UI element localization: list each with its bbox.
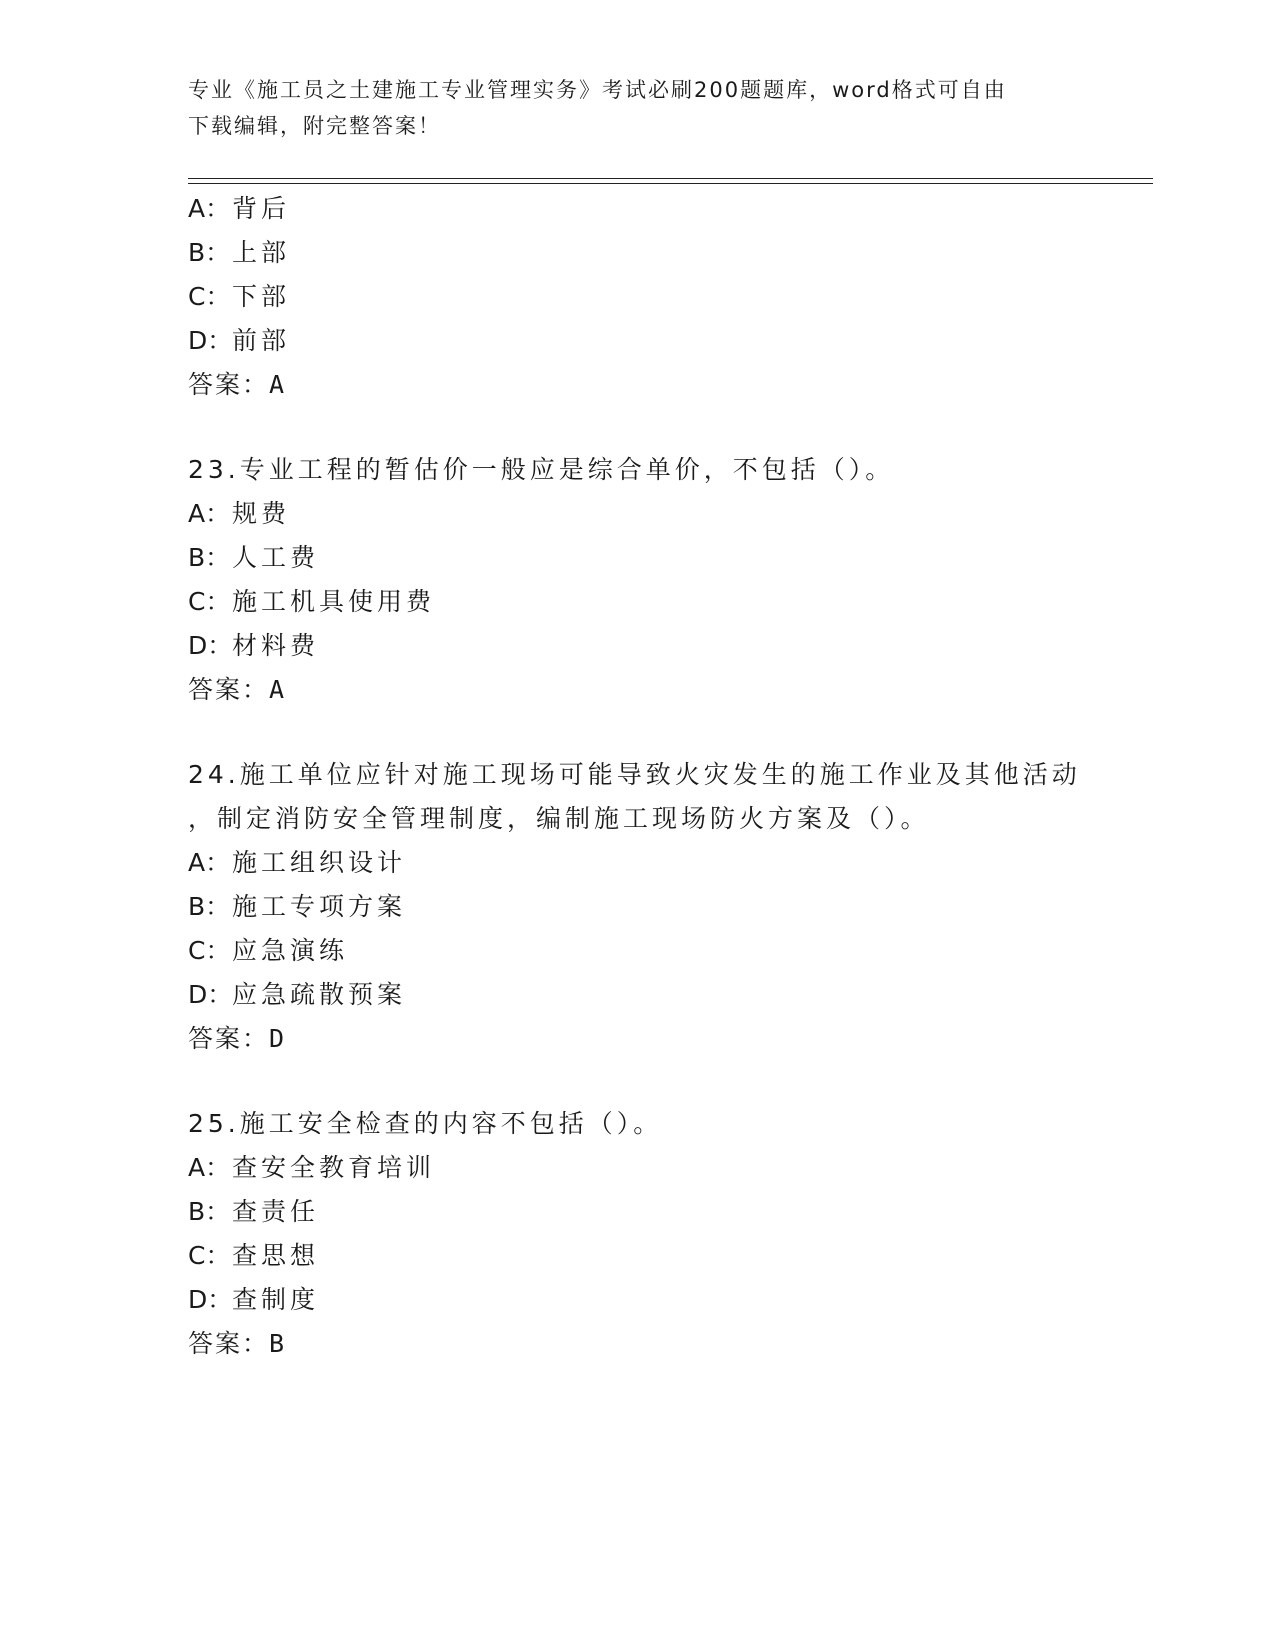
option-key: D： <box>188 1285 233 1314</box>
option-key: B： <box>188 892 231 921</box>
option-text: 前部 <box>232 326 291 355</box>
option-text: 上部 <box>232 238 291 267</box>
option-text: 施工机具使用费 <box>232 587 436 616</box>
q22-option-c <box>188 282 290 312</box>
q24-answer <box>188 1024 284 1054</box>
option-key: A： <box>188 848 231 877</box>
header-line-2: 下载编辑，附完整答案！ <box>188 114 441 138</box>
option-text: 查安全教育培训 <box>232 1153 436 1182</box>
option-key: B： <box>188 1197 231 1226</box>
q23-question: 23.专业工程的暂估价一般应是综合单价，不包括（）。 <box>188 455 895 484</box>
answer-value: A <box>269 370 285 399</box>
q23-option-b <box>188 543 319 573</box>
option-text: 应急疏散预案 <box>232 980 407 1009</box>
q24-option-d <box>188 980 406 1010</box>
answer-label: 答案： <box>188 1329 270 1358</box>
option-key: B： <box>188 238 231 267</box>
q22-option-d <box>188 326 290 356</box>
option-key: C： <box>188 1241 231 1270</box>
q24-question-line-2: ，制定消防安全管理制度，编制施工现场防火方案及（）。 <box>188 804 930 833</box>
option-text: 查制度 <box>232 1285 320 1314</box>
answer-label: 答案： <box>188 1024 270 1053</box>
q25-question: 25.施工安全检查的内容不包括（）。 <box>188 1109 663 1138</box>
option-text: 材料费 <box>232 631 320 660</box>
option-key: A： <box>188 1153 231 1182</box>
option-text: 施工专项方案 <box>232 892 407 921</box>
q22-answer <box>188 370 284 400</box>
option-key: C： <box>188 936 231 965</box>
option-key: B： <box>188 543 231 572</box>
answer-value: B <box>269 1329 285 1358</box>
q24-question-line-1: 24.施工单位应针对施工现场可能导致火灾发生的施工作业及其他活动 <box>188 760 1081 789</box>
option-text: 查思想 <box>232 1241 320 1270</box>
option-key: D： <box>188 326 233 355</box>
option-text: 规费 <box>232 499 291 528</box>
q23-option-a <box>188 499 290 529</box>
option-key: A： <box>188 194 231 223</box>
option-text: 背后 <box>232 194 291 223</box>
option-text: 施工组织设计 <box>232 848 407 877</box>
option-text: 查责任 <box>232 1197 320 1226</box>
q24-option-a <box>188 848 406 878</box>
q25-option-c <box>188 1241 319 1271</box>
option-key: C： <box>188 587 231 616</box>
answer-label: 答案： <box>188 370 270 399</box>
option-key: D： <box>188 980 233 1009</box>
option-key: A： <box>188 499 231 528</box>
option-key: D： <box>188 631 233 660</box>
q25-answer <box>188 1329 284 1359</box>
q23-answer <box>188 675 284 705</box>
q25-option-b <box>188 1197 319 1227</box>
answer-value: D <box>269 1024 285 1053</box>
option-text: 应急演练 <box>232 936 349 965</box>
header-rule-top <box>188 178 1153 179</box>
answer-label: 答案： <box>188 675 270 704</box>
q24-option-b <box>188 892 406 922</box>
header-rule-bottom <box>188 183 1153 184</box>
header-line-1: 专业《施工员之土建施工专业管理实务》考试必刷200题题库，word格式可自由 <box>188 78 1007 102</box>
document-header <box>188 72 1088 144</box>
q23-option-c <box>188 587 435 617</box>
option-text: 下部 <box>232 282 291 311</box>
option-key: C： <box>188 282 231 311</box>
q25-option-d <box>188 1285 319 1315</box>
option-text: 人工费 <box>232 543 320 572</box>
q24-option-c <box>188 936 348 966</box>
q22-option-a <box>188 194 290 224</box>
answer-value: A <box>269 675 285 704</box>
q25-option-a <box>188 1153 435 1183</box>
q22-option-b <box>188 238 290 268</box>
q23-option-d <box>188 631 319 661</box>
